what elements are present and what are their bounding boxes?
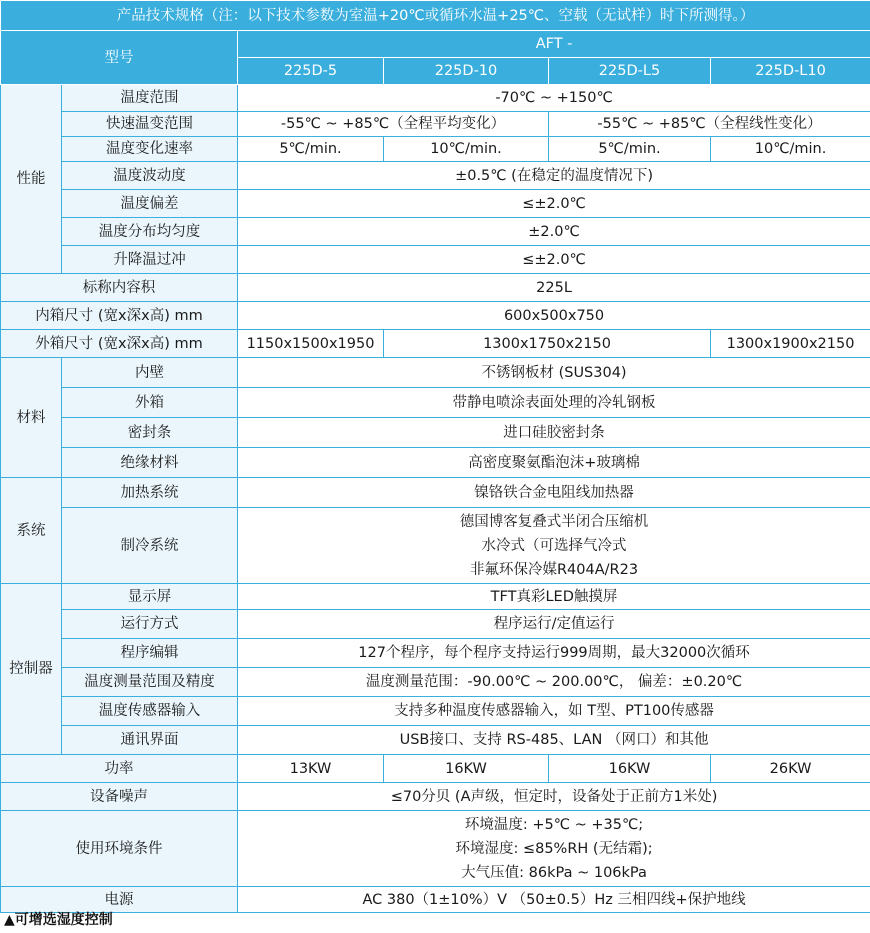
row-label-environment: 使用环境条件 (1, 811, 238, 887)
row-label-volume: 标称内容积 (1, 274, 238, 302)
row-label-outer-box: 外箱 (62, 388, 238, 418)
environment-line: 环境湿度: ≤85%RH (无结霜); (455, 840, 653, 857)
row-label-noise: 设备噪声 (1, 783, 238, 811)
noise-value: ≤70分贝 (A声级，恒定时，设备处于正前方1米处) (238, 783, 870, 811)
comm-value: USB接口、支持 RS-485、LAN （网口）和其他 (238, 726, 870, 755)
volume-value: 225L (238, 274, 870, 302)
temp-range-value: -70℃ ~ +150℃ (238, 85, 870, 112)
uniformity-value: ±2.0℃ (238, 218, 870, 246)
rate-value: 5℃/min. (549, 137, 711, 162)
row-label-uniformity: 温度分布均匀度 (62, 218, 238, 246)
cooling-value (238, 508, 870, 584)
footnote: ▲可增选湿度控制 (4, 912, 113, 928)
series-label: AFT - (238, 31, 870, 58)
row-label-outer-size: 外箱尺寸 (宽x深x高) mm (1, 330, 238, 358)
overshoot-value: ≤±2.0℃ (238, 246, 870, 274)
cooling-line: 非氟环保冷媒R404A/R23 (469, 561, 639, 578)
program-value: 127个程序，每个程序支持运行999周期，最大32000次循环 (238, 639, 870, 668)
power-value: 26KW (711, 755, 870, 783)
rate-value: 5℃/min. (238, 137, 384, 162)
row-label-temp-range: 温度范围 (62, 85, 238, 112)
model-225d-5: 225D-5 (238, 58, 384, 85)
outer-size-value: 1300x1900x2150 (711, 330, 870, 358)
section-controller: 控制器 (1, 584, 62, 755)
row-label-heating: 加热系统 (62, 478, 238, 508)
power-value: 16KW (549, 755, 711, 783)
row-label-seal: 密封条 (62, 418, 238, 448)
row-label-overshoot: 升降温过冲 (62, 246, 238, 274)
display-value: TFT真彩LED触摸屏 (238, 584, 870, 610)
sensor-value: 支持多种温度传感器输入，如 T型、PT100传感器 (238, 697, 870, 726)
row-label-supply: 电源 (1, 887, 238, 913)
model-225d-l5: 225D-L5 (549, 58, 711, 85)
environment-line: 大气压值: 86kPa ~ 106kPa (461, 864, 647, 881)
model-label: 型号 (1, 31, 238, 85)
row-label-comm: 通讯界面 (62, 726, 238, 755)
rate-value: 10℃/min. (711, 137, 870, 162)
row-label-program: 程序编辑 (62, 639, 238, 668)
environment-value (238, 811, 870, 887)
row-label-inner-wall: 内壁 (62, 358, 238, 388)
cooling-line: 德国博客复叠式半闭合压缩机 (459, 513, 649, 530)
model-225d-10: 225D-10 (384, 58, 549, 85)
row-label-fluctuation: 温度波动度 (62, 162, 238, 190)
section-system: 系统 (1, 478, 62, 584)
outer-size-value: 1300x1750x2150 (384, 330, 711, 358)
mode-value: 程序运行/定值运行 (238, 610, 870, 639)
row-label-cooling: 制冷系统 (62, 508, 238, 584)
inner-size-value: 600x500x750 (238, 302, 870, 330)
section-performance: 性能 (1, 85, 62, 274)
seal-value: 进口硅胶密封条 (238, 418, 870, 448)
row-label-power: 功率 (1, 755, 238, 783)
table-title: 产品技术规格（注：以下技术参数为室温+20℃或循环水温+25℃、空载（无试样）时下所测得。） (1, 1, 870, 31)
row-label-display: 显示屏 (62, 584, 238, 610)
row-label-rapid-range: 快速温变范围 (62, 112, 238, 137)
outer-size-value: 1150x1500x1950 (238, 330, 384, 358)
row-label-mode: 运行方式 (62, 610, 238, 639)
heating-value: 镍铬铁合金电阻线加热器 (238, 478, 870, 508)
rapid-range-value-b: -55℃ ~ +85℃（全程线性变化） (549, 112, 870, 137)
rapid-range-value-a: -55℃ ~ +85℃（全程平均变化） (238, 112, 549, 137)
row-label-inner-size: 内箱尺寸 (宽x深x高) mm (1, 302, 238, 330)
supply-value: AC 380（1±10%）V （50±0.5）Hz 三相四线+保护地线 (238, 887, 870, 913)
model-225d-l10: 225D-L10 (711, 58, 870, 85)
row-label-deviation: 温度偏差 (62, 190, 238, 218)
fluctuation-value: ±0.5℃ (在稳定的温度情况下) (238, 162, 870, 190)
environment-line: 环境温度: +5℃ ~ +35℃; (464, 816, 644, 833)
cooling-line: 水冷式（可选择气冷式 (481, 537, 627, 554)
deviation-value: ≤±2.0℃ (238, 190, 870, 218)
row-label-measure: 温度测量范围及精度 (62, 668, 238, 697)
power-value: 13KW (238, 755, 384, 783)
measure-value: 温度测量范围：-90.00℃ ~ 200.00℃， 偏差：±0.20℃ (238, 668, 870, 697)
row-label-insulation: 绝缘材料 (62, 448, 238, 478)
section-materials: 材料 (1, 358, 62, 478)
row-label-sensor: 温度传感器输入 (62, 697, 238, 726)
row-label-rate: 温度变化速率 (62, 137, 238, 162)
inner-wall-value: 不锈钢板材 (SUS304) (238, 358, 870, 388)
rate-value: 10℃/min. (384, 137, 549, 162)
insulation-value: 高密度聚氨酯泡沫+玻璃棉 (238, 448, 870, 478)
outer-box-value: 带静电喷涂表面处理的冷轧钢板 (238, 388, 870, 418)
power-value: 16KW (384, 755, 549, 783)
